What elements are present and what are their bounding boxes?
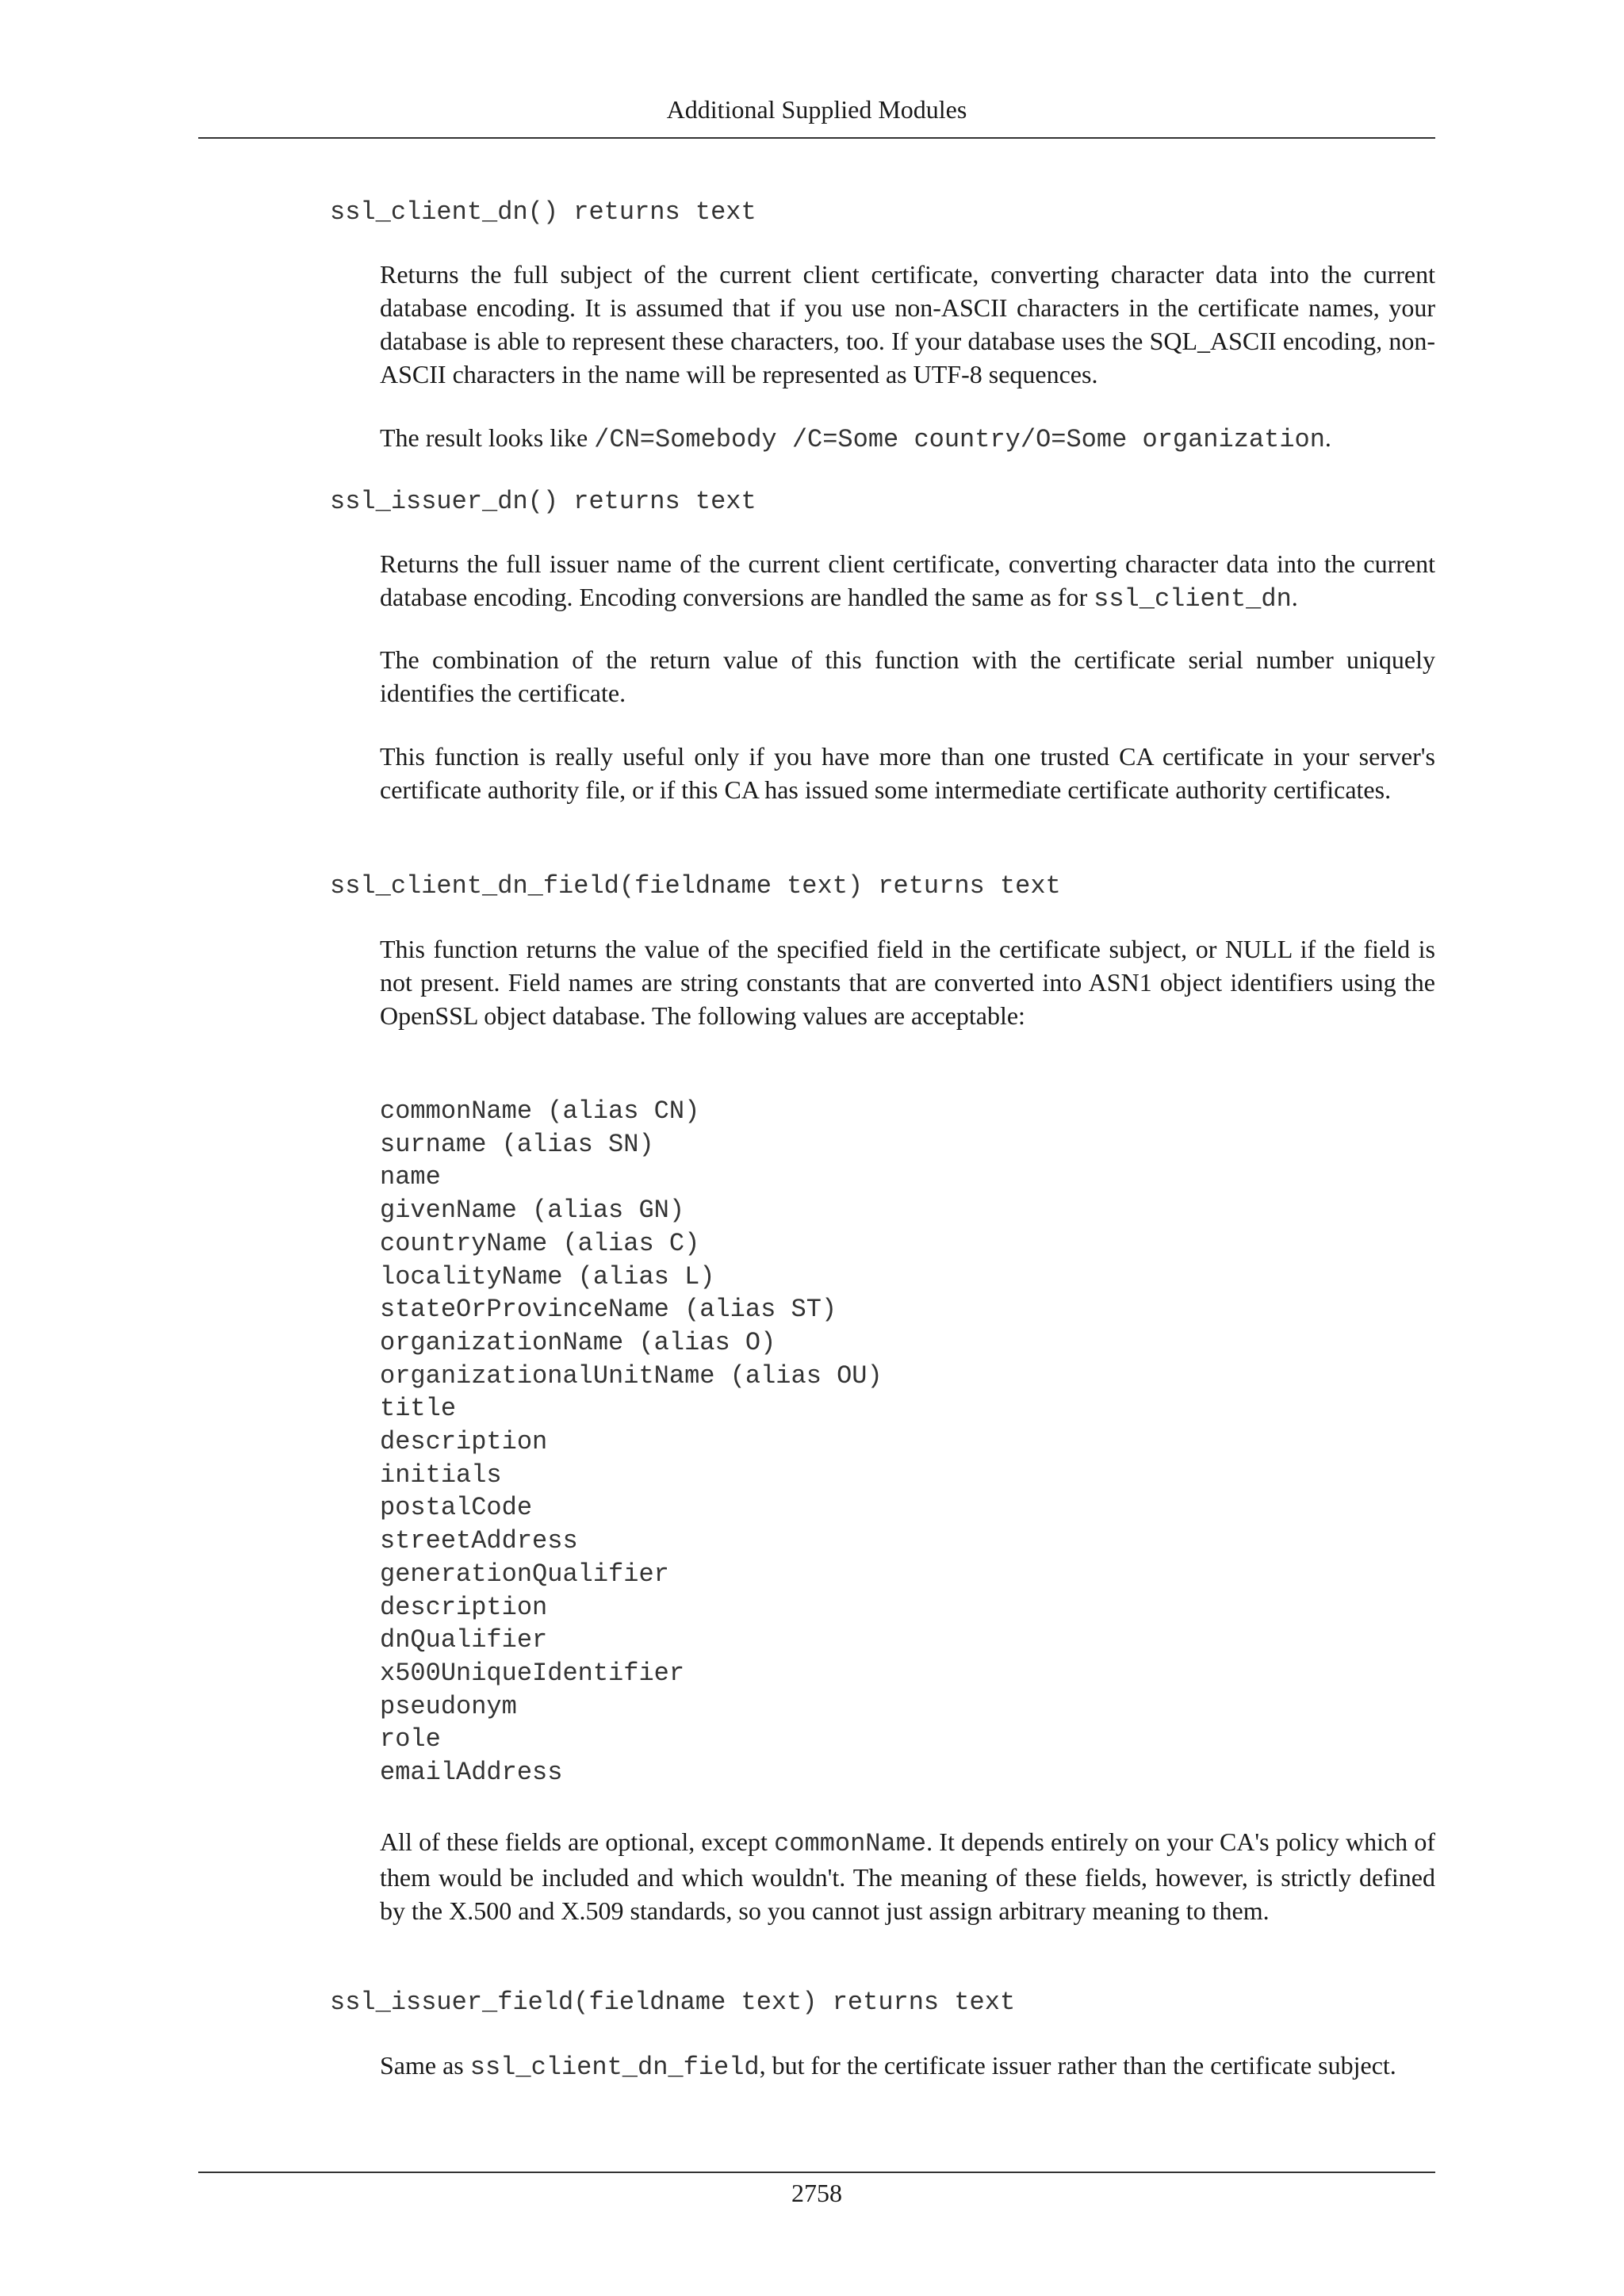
text: . It depends entirely on your CA's policy which of them would be included and which wouldn't. The meaning of these fields, however, is strictly defined by the X.500 and X.509 standards, so you cannot just assign arbitrary meaning to them. bbox=[380, 1827, 1436, 1925]
text: , but for the certificate issuer rather than the certificate subject. bbox=[759, 2051, 1396, 2080]
inline-code: /CN=Somebody /C=Some country/O=Some organization bbox=[594, 425, 1325, 454]
function-signature-ssl-client-dn: ssl_client_dn() returns text bbox=[330, 197, 756, 227]
running-header: Additional Supplied Modules bbox=[666, 95, 967, 124]
list-item: description bbox=[380, 1592, 548, 1622]
paragraph-issuer-dn-usefulness: This function is really useful only if you have more than one trusted CA certificate in your server's certificate authority file, or if this CA has issued some intermediate certificate authority certificates. bbox=[380, 742, 1435, 804]
footer-rule bbox=[198, 2172, 1435, 2173]
list-item: dnQualifier bbox=[380, 1625, 548, 1655]
list-item: givenName (alias GN) bbox=[380, 1196, 685, 1226]
list-item: stateOrProvinceName (alias ST) bbox=[380, 1295, 837, 1325]
list-item: title bbox=[380, 1394, 457, 1424]
inline-code: commonName bbox=[774, 1829, 927, 1858]
list-item: x500UniqueIdentifier bbox=[380, 1658, 685, 1688]
function-signature-ssl-issuer-field: ssl_issuer_field(fieldname text) returns text bbox=[330, 1988, 1016, 2017]
text: . bbox=[1291, 583, 1298, 611]
list-item: name bbox=[380, 1162, 441, 1192]
paragraph-client-dn-description: Returns the full subject of the current client certificate, converting character data into the current database encoding. It is assumed that if you use non-ASCII characters in the certificate names, your database is able to represent these characters, too. If your database uses the SQL_ASCII encoding, non-ASCII characters in the name will be represented as UTF-8 sequences. bbox=[380, 260, 1435, 388]
function-signature-ssl-issuer-dn: ssl_issuer_dn() returns text bbox=[330, 487, 756, 516]
paragraph-issuer-field-description bbox=[380, 2049, 1435, 2084]
list-item: postalCode bbox=[380, 1493, 533, 1523]
list-item: commonName (alias CN) bbox=[380, 1096, 700, 1126]
inline-code: ssl_client_dn bbox=[1094, 584, 1292, 614]
list-item: organizationalUnitName (alias OU) bbox=[380, 1360, 883, 1391]
list-item: emailAddress bbox=[380, 1758, 563, 1788]
function-signature-ssl-client-dn-field: ssl_client_dn_field(fieldname text) returns text bbox=[330, 871, 1061, 901]
list-item: role bbox=[380, 1724, 441, 1755]
paragraph-client-dn-field-description: This function returns the value of the specified field in the certificate subject, or NULL if the field is not present. Field names are string constants that are converted into ASN1 object identifiers using the OpenSSL object database. The following values are acceptable: bbox=[380, 935, 1435, 1030]
paragraph-issuer-dn-description bbox=[380, 547, 1435, 616]
list-item: countryName (alias C) bbox=[380, 1228, 700, 1258]
page-number: 2758 bbox=[791, 2179, 842, 2207]
list-item: pseudonym bbox=[380, 1691, 517, 1721]
text: Returns the full issuer name of the current client certificate, converting character data into the current database encoding. Encoding conversions are handled the same as for bbox=[380, 549, 1435, 611]
list-item: streetAddress bbox=[380, 1526, 578, 1556]
paragraph-client-dn-result bbox=[380, 421, 1435, 457]
header-rule bbox=[198, 137, 1435, 139]
list-item: surname (alias SN) bbox=[380, 1129, 654, 1159]
list-item: localityName (alias L) bbox=[380, 1261, 715, 1292]
list-item: initials bbox=[380, 1460, 502, 1490]
list-item: organizationName (alias O) bbox=[380, 1327, 776, 1357]
inline-code: ssl_client_dn_field bbox=[469, 2053, 760, 2082]
list-item: generationQualifier bbox=[380, 1559, 669, 1589]
text: . bbox=[1324, 423, 1331, 452]
field-name-list bbox=[380, 1095, 883, 1789]
text: All of these fields are optional, except bbox=[380, 1827, 775, 1856]
text: Same as bbox=[380, 2051, 470, 2080]
paragraph-fields-optional bbox=[380, 1825, 1435, 1927]
paragraph-issuer-dn-combination: The combination of the return value of this function with the certificate serial number uniquely identifies the certificate. bbox=[380, 645, 1435, 707]
text: The result looks like bbox=[380, 423, 595, 452]
list-item: description bbox=[380, 1427, 548, 1457]
